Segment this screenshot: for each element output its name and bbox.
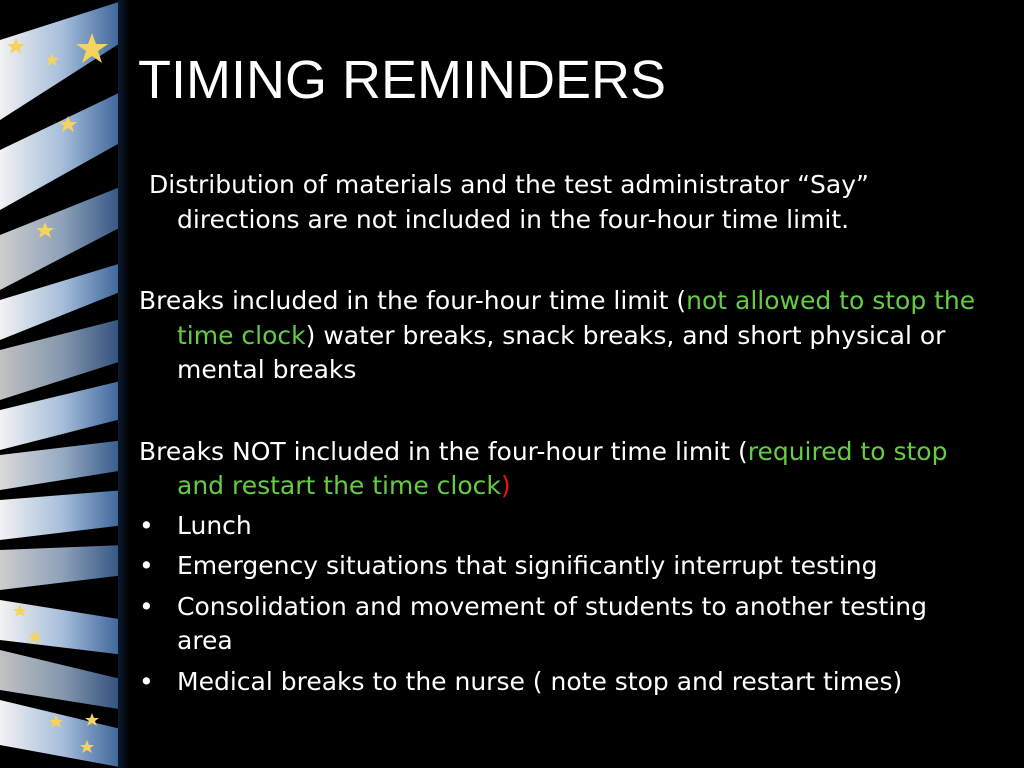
breaks-included-text: Breaks included in the four-hour time limit ( xyxy=(139,286,687,315)
list-item-text: Consolidation and movement of students to another testing area xyxy=(177,591,927,655)
list-item xyxy=(139,509,989,544)
breaks-not-included-highlight: required to stop and restart the time clock xyxy=(177,436,948,500)
bullet-icon: • xyxy=(139,591,154,621)
bullet-icon: • xyxy=(139,551,154,580)
slide-body xyxy=(139,168,989,705)
breaks-not-included-list xyxy=(139,509,989,700)
paragraph-materials-distribution: Distribution of materials and the test administrator “Say” directions are not included in the four-hour time limit. xyxy=(149,170,869,234)
bullet-icon: • xyxy=(139,666,154,696)
list-item xyxy=(139,590,989,659)
breaks-included-highlight: not allowed to stop the time clock xyxy=(177,286,976,350)
bullet-icon: • xyxy=(139,510,154,540)
list-item-text: Lunch xyxy=(177,510,252,540)
paragraph-breaks-not-included xyxy=(139,435,989,504)
list-item xyxy=(139,665,989,700)
breaks-included-text-after: ) water breaks, snack breaks, and short physical or mental breaks xyxy=(177,320,946,384)
list-item-text: Emergency situations that significantly interrupt testing xyxy=(177,551,878,580)
closing-paren: ) xyxy=(500,471,511,500)
list-item-text: Medical breaks to the nurse ( note stop and restart times) xyxy=(177,666,903,696)
decorative-side-panel xyxy=(0,0,130,768)
list-item xyxy=(139,549,989,584)
breaks-not-included-text: Breaks NOT included in the four-hour time limit ( xyxy=(139,436,748,466)
paragraph-breaks-included xyxy=(139,284,989,388)
slide-title: TIMING REMINDERS xyxy=(138,50,667,110)
